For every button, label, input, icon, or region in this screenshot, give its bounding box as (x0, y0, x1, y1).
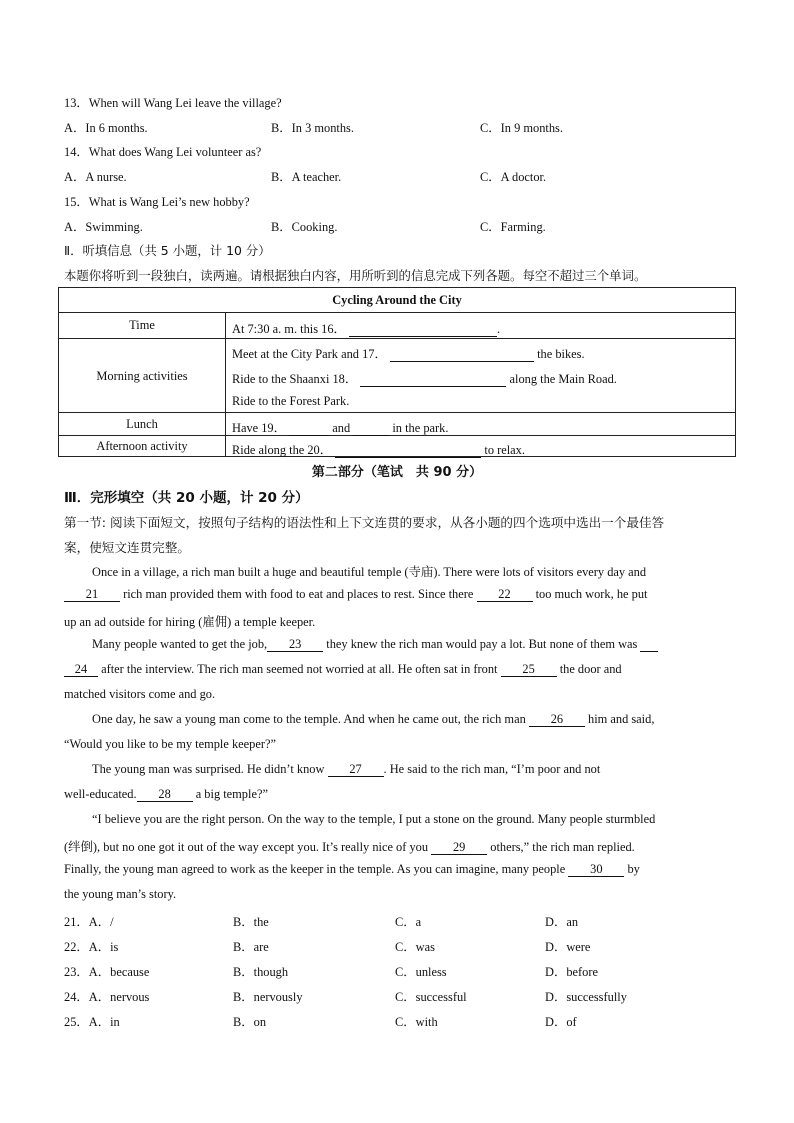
passage-p3-line-2: “Would you like to be my temple keeper?” (64, 737, 276, 751)
passage-p3-line-1-a: One day, he saw a young man come to the temple. And when he came out, the rich man (92, 712, 526, 726)
table-rule (59, 412, 735, 413)
option-22-d[interactable]: D．were (545, 940, 591, 954)
option-21-b[interactable]: B．the (233, 915, 269, 929)
passage-p2-line-1-a: Many people wanted to get the job, (92, 637, 268, 651)
afternoon-text: Ride along the 20． (232, 443, 333, 457)
option-23-d[interactable]: D．before (545, 965, 598, 979)
section-3-instruction-line-1: 第一节: 阅读下面短文，按照句子结构的语法性和上下文连贯的要求，从各小题的四个选项中选出一个最佳答 (64, 515, 665, 530)
option-22-b[interactable]: B．are (233, 940, 269, 954)
passage-p3-line-1 (92, 712, 654, 727)
table-row-label-morning: Morning activities (96, 369, 188, 383)
option-24-d[interactable]: D．successfully (545, 990, 627, 1004)
table-row-lunch (232, 418, 448, 436)
table-row-morning-1 (232, 344, 585, 362)
option-24-c[interactable]: C．successful (395, 990, 467, 1004)
passage-p5-line-2 (64, 837, 635, 855)
question-13-stem: 13．When will Wang Lei leave the village? (64, 96, 282, 110)
table-row-label-afternoon: Afternoon activity (96, 439, 188, 453)
question-15-stem: 15．What is Wang Lei’s new hobby? (64, 195, 250, 209)
passage-p1-line-3: up an ad outside for hiring (雇佣) a temple keeper. (64, 615, 316, 629)
passage-p4-line-2-a: well-educated. (64, 787, 137, 801)
table-divider (225, 312, 226, 457)
option-23-b[interactable]: B．though (233, 965, 289, 979)
section-2-heading: Ⅱ．听填信息（共 5 小题，计 10 分） (64, 243, 271, 258)
option-24-b[interactable]: B．nervously (233, 990, 303, 1004)
time-text-end: . (497, 322, 501, 336)
passage-p2-line-2-b: the door and (559, 662, 622, 676)
time-text: At 7:30 a. m. this 16． (232, 322, 346, 336)
question-14-option-b[interactable]: B．A teacher. (271, 170, 342, 184)
option-25-d[interactable]: D．of (545, 1015, 577, 1029)
question-13-option-b[interactable]: B．In 3 months. (271, 121, 354, 135)
question-13-option-a[interactable]: A．In 6 months. (64, 121, 148, 135)
part-2-heading: 第二部分（笔试 共 90 分） (311, 465, 483, 480)
question-14-option-c[interactable]: C．A doctor. (480, 170, 547, 184)
passage-p1-line-2-a: rich man provided them with food to eat and places to rest. Since there (123, 587, 474, 601)
blank-19a[interactable] (289, 422, 329, 436)
passage-p2-line-2 (64, 662, 622, 677)
table-row-afternoon (232, 440, 525, 458)
passage-p2-line-2-a: after the interview. The rich man seemed not worried at all. He often sat in front (101, 662, 498, 676)
blank-21[interactable]: 21 (64, 588, 120, 602)
passage-p5-line-3 (64, 862, 640, 877)
table-row-label-lunch: Lunch (126, 417, 158, 431)
question-14-stem: 14．What does Wang Lei volunteer as? (64, 145, 262, 159)
option-23-c[interactable]: C．unless (395, 965, 447, 979)
blank-29[interactable]: 29 (431, 841, 487, 855)
lunch-end: in the park. (392, 421, 449, 435)
passage-p3-line-1-b: him and said, (588, 712, 655, 726)
question-13-option-c[interactable]: C．In 9 months. (480, 121, 563, 135)
blank-30[interactable]: 30 (568, 863, 624, 877)
passage-p4-line-2-b: a big temple?” (195, 787, 268, 801)
passage-p1-line-2-b: too much work, he put (535, 587, 648, 601)
passage-p4-line-1 (92, 762, 600, 777)
table-row-morning-2 (232, 369, 617, 387)
section-2-instruction: 本题你将听到一段独白，读两遍。请根据独白内容，用所听到的信息完成下列各题。每空不超过三个单词。 (64, 268, 647, 283)
passage-p5-line-2-a: (绊倒), but no one got it out of the way except you. It’s really nice of you (64, 840, 429, 854)
question-14-option-a[interactable]: A．A nurse. (64, 170, 127, 184)
blank-24-start[interactable] (640, 638, 658, 652)
passage-p5-line-4: the young man’s story. (64, 887, 177, 901)
passage-p5-line-3-a: Finally, the young man agreed to work as the keeper in the temple. As you can imagine, many people (64, 862, 566, 876)
blank-28[interactable]: 28 (137, 788, 193, 802)
passage-p4-line-1-a: The young man was surprised. He didn’t know (92, 762, 325, 776)
option-22-a[interactable]: 22．A．is (64, 940, 119, 954)
blank-22[interactable]: 22 (477, 588, 533, 602)
table-row-label-time: Time (129, 318, 155, 332)
passage-p5-line-3-b: by (627, 862, 640, 876)
blank-24[interactable]: 24 (64, 663, 98, 677)
lunch-text: Have 19． (232, 421, 287, 435)
section-3-heading: Ⅲ．完形填空（共 20 小题，计 20 分） (64, 490, 309, 506)
passage-p5-line-2-b: others,” the rich man replied. (490, 840, 635, 854)
blank-23[interactable]: 23 (267, 638, 323, 652)
lunch-and: and (332, 421, 351, 435)
option-25-c[interactable]: C．with (395, 1015, 438, 1029)
passage-p2-line-1-b: they knew the rich man would pay a lot. But none of them was (326, 637, 638, 651)
morning-line-1-end: the bikes. (537, 347, 585, 361)
blank-16[interactable] (349, 323, 497, 337)
cycling-table (58, 287, 736, 457)
option-21-c[interactable]: C．a (395, 915, 422, 929)
option-25-a[interactable]: 25．A．in (64, 1015, 120, 1029)
passage-p1-line-1: Once in a village, a rich man built a huge and beautiful temple (寺庙). There were lots of visitors every day and (92, 565, 647, 579)
passage-p2-line-3: matched visitors come and go. (64, 687, 216, 701)
afternoon-end: to relax. (484, 443, 525, 457)
option-22-c[interactable]: C．was (395, 940, 435, 954)
question-15-option-c[interactable]: C．Farming. (480, 220, 546, 234)
option-21-d[interactable]: D．an (545, 915, 579, 929)
blank-26[interactable]: 26 (529, 713, 585, 727)
option-21-a[interactable]: 21．A．/ (64, 915, 114, 929)
table-rule (59, 312, 735, 313)
question-15-option-b[interactable]: B．Cooking. (271, 220, 338, 234)
blank-18[interactable] (360, 373, 506, 387)
table-row-time (232, 319, 500, 337)
passage-p4-line-1-b: . He said to the rich man, “I’m poor and not (383, 762, 601, 776)
section-3-instruction-line-2: 案，使短文连贯完整。 (64, 540, 190, 555)
blank-20[interactable] (335, 444, 481, 458)
question-15-option-a[interactable]: A．Swimming. (64, 220, 143, 234)
blank-19b[interactable] (353, 422, 389, 436)
morning-line-1-text: Meet at the City Park and 17． (232, 347, 387, 361)
table-title: Cycling Around the City (332, 293, 462, 307)
option-23-a[interactable]: 23．A．because (64, 965, 150, 979)
passage-p2-line-1 (92, 637, 658, 652)
blank-27[interactable]: 27 (328, 763, 384, 777)
option-24-a[interactable]: 24．A．nervous (64, 990, 150, 1004)
blank-25[interactable]: 25 (501, 663, 557, 677)
table-rule (59, 338, 735, 339)
option-25-b[interactable]: B．on (233, 1015, 267, 1029)
passage-p1-line-2 (64, 587, 647, 602)
table-row-morning-3: Ride to the Forest Park. (232, 394, 350, 408)
blank-17[interactable] (390, 348, 534, 362)
passage-p4-line-2 (64, 787, 268, 802)
passage-p5-line-1: “I believe you are the right person. On the way to the temple, I put a stone on the ground. Many people sturmbled (92, 812, 656, 826)
morning-line-2-end: along the Main Road. (509, 372, 617, 386)
morning-line-2-text: Ride to the Shaanxi 18． (232, 372, 358, 386)
